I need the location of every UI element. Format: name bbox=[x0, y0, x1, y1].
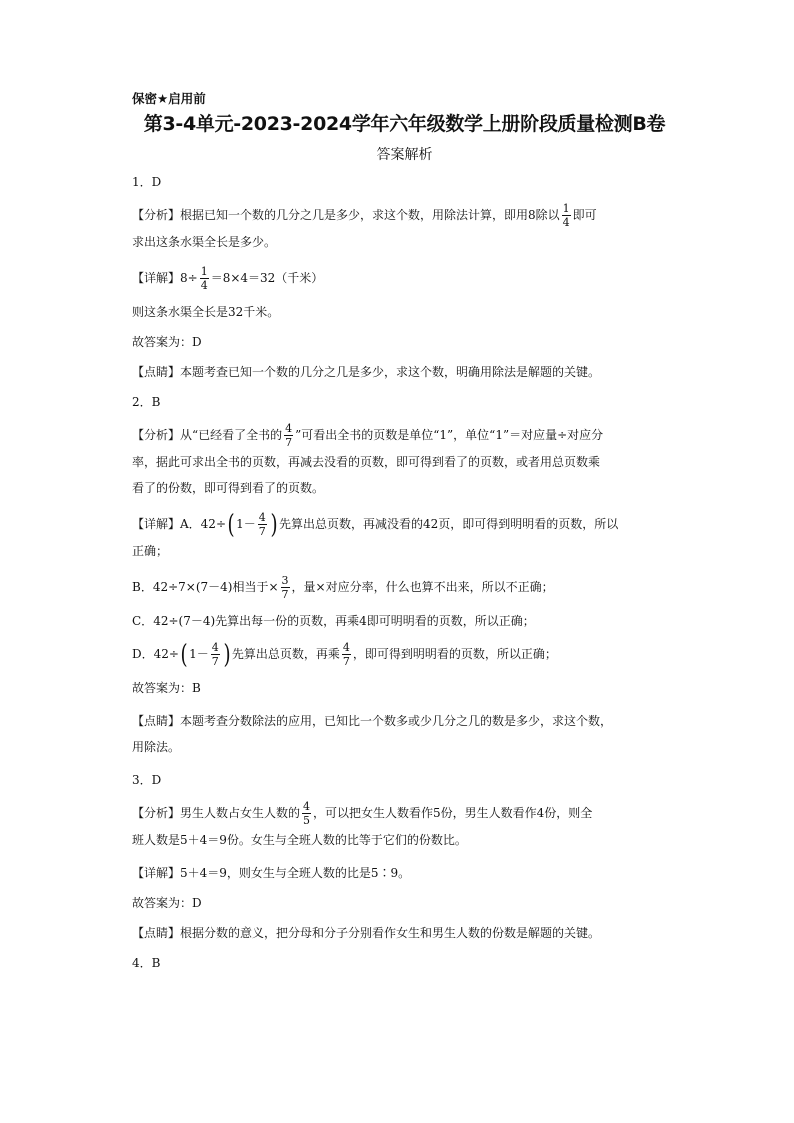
q2-comment-line1: 【点睛】本题考查分数除法的应用，已知比一个数多或少几分之几的数是多少，求这个数， bbox=[132, 714, 613, 728]
q3-analysis-line2: 班人数是5＋4＝9份。女生与全班人数的比等于它们的份数比。 bbox=[132, 833, 467, 847]
q2-d-fraction2-numerator: 4 bbox=[342, 641, 350, 654]
q2-analysis bbox=[132, 422, 677, 501]
q2-d-fraction-numerator: 4 bbox=[211, 641, 219, 654]
q1-detail-fraction-denominator: 4 bbox=[200, 279, 208, 292]
q3-analysis bbox=[132, 800, 677, 853]
confidential-mark: 保密★启用前 bbox=[132, 91, 206, 106]
q2-fraction-numerator: 4 bbox=[285, 422, 293, 435]
q1-detail-end: ＝8×4＝32（千米） bbox=[210, 271, 324, 285]
q1-fraction-numerator: 1 bbox=[562, 202, 570, 215]
q2-comment-line2: 用除法。 bbox=[132, 740, 181, 754]
q2-analysis-line2: 率，据此可求出全书的页数，再减去没看的页数，即可得到看了的页数，或者用总页数乘 bbox=[132, 455, 601, 469]
q2-b-text2: ，量×对应分率，什么也算不出来，所以不正确； bbox=[291, 580, 554, 594]
q1-detail-fraction-numerator: 1 bbox=[200, 265, 208, 278]
q2-d-expr2: 1－ bbox=[189, 647, 209, 661]
q2-b-fraction-numerator: 3 bbox=[281, 574, 289, 587]
q2-d-text2: ，即可得到明明看的页数，所以正确； bbox=[352, 647, 557, 661]
q2-d-fraction2 bbox=[342, 641, 351, 668]
q3-fraction bbox=[302, 800, 311, 827]
q2-c-label: C． bbox=[132, 614, 154, 628]
q2-b-label: B． bbox=[132, 580, 153, 594]
q2-d-fraction-denominator: 7 bbox=[211, 655, 219, 668]
q2-b-fraction bbox=[281, 574, 290, 601]
q3-number: 3．D bbox=[132, 773, 162, 787]
page-subtitle: 答案解析 bbox=[376, 147, 433, 163]
page-title: 第3-4单元-2023-2024学年六年级数学上册阶段质量检测B卷 bbox=[143, 113, 666, 135]
q1-analysis-end: 即可 bbox=[572, 208, 597, 222]
q2-d-text1: 先算出总页数，再乘 bbox=[231, 647, 340, 661]
q1-fraction-denominator: 4 bbox=[562, 216, 570, 229]
q2-detail-a-end: 正确； bbox=[132, 544, 169, 558]
q2-c-expr: 42÷(7－4) bbox=[153, 614, 216, 628]
q1-fraction bbox=[562, 202, 571, 229]
q2-detail-a-fraction bbox=[258, 511, 267, 538]
q2-detail-a-fraction-denominator: 7 bbox=[258, 525, 266, 538]
q2-number: 2．B bbox=[132, 395, 161, 409]
q2-d-fraction2-denominator: 7 bbox=[342, 655, 350, 668]
q2-d-paren-open: ( bbox=[180, 639, 188, 670]
q2-detail-a-label: 【详解】A． bbox=[132, 517, 201, 531]
q4-number: 4．B bbox=[132, 956, 161, 970]
q2-b-fraction-denominator: 7 bbox=[281, 588, 289, 601]
q2-analysis-text2: ”可看出全书的页数是单位“1”，单位“1”＝对应量÷对应分 bbox=[295, 428, 604, 442]
q2-comment bbox=[132, 708, 677, 760]
q2-answer: 故答案为：B bbox=[132, 681, 201, 695]
q3-fraction-denominator: 5 bbox=[303, 814, 311, 827]
q1-answer: 故答案为：D bbox=[132, 335, 202, 349]
q2-d-label: D． bbox=[132, 647, 154, 661]
q2-analysis-text: 【分析】从“已经看了全书的 bbox=[132, 428, 283, 442]
q2-fraction-denominator: 7 bbox=[285, 436, 293, 449]
q1-analysis-text: 【分析】根据已知一个数的几分之几是多少，求这个数，用除法计算，即用8除以 bbox=[132, 208, 560, 222]
q1-analysis bbox=[132, 202, 677, 255]
q2-d-fraction bbox=[211, 641, 220, 668]
q2-analysis-line3: 看了的份数，即可得到看了的页数。 bbox=[132, 481, 325, 495]
q2-detail-a-expr: 42÷ bbox=[200, 517, 226, 531]
q1-comment: 【点睛】本题考查已知一个数的几分之几是多少，求这个数，明确用除法是解题的关键。 bbox=[132, 365, 601, 379]
q2-b-text1: 相当于× bbox=[232, 580, 279, 594]
q2-paren-open: ( bbox=[227, 509, 235, 540]
q1-detail bbox=[132, 265, 677, 292]
q2-d-expr: 42÷ bbox=[153, 647, 179, 661]
q2-detail-b bbox=[132, 574, 677, 601]
q3-detail: 【详解】5＋4＝9，则女生与全班人数的比是5∶9。 bbox=[132, 866, 411, 880]
q2-c-text: 先算出每一份的页数，再乘4即可明明看的页数，所以正确； bbox=[215, 614, 535, 628]
q3-analysis-text2: ，可以把女生人数看作5份，男生人数看作4份，则全 bbox=[313, 806, 593, 820]
q2-detail-d bbox=[132, 641, 677, 668]
q2-d-paren-close: ) bbox=[223, 639, 231, 670]
q1-number: 1．D bbox=[132, 175, 162, 189]
q2-detail-a-text: 先算出总页数，再减没看的42页，即可得到明明看的页数，所以 bbox=[278, 517, 619, 531]
q1-detail-fraction bbox=[200, 265, 209, 292]
q2-detail-a-fraction-numerator: 4 bbox=[258, 511, 266, 524]
q2-fraction-4-7 bbox=[284, 422, 293, 449]
q2-paren-close: ) bbox=[270, 509, 278, 540]
q2-detail-a-expr2: 1－ bbox=[236, 517, 256, 531]
q2-b-expr: 42÷7×(7－4) bbox=[152, 580, 233, 594]
q3-analysis-text: 【分析】男生人数占女生人数的 bbox=[132, 806, 301, 820]
q3-comment: 【点睛】根据分数的意义，把分母和分子分别看作女生和男生人数的份数是解题的关键。 bbox=[132, 926, 601, 940]
page-content bbox=[132, 90, 677, 973]
q2-detail-a bbox=[132, 511, 677, 564]
q1-result: 则这条水渠全长是32千米。 bbox=[132, 305, 280, 319]
q1-detail-start: 【详解】8÷ bbox=[132, 271, 198, 285]
q2-detail-c bbox=[132, 611, 677, 631]
q3-answer: 故答案为：D bbox=[132, 896, 202, 910]
q3-fraction-numerator: 4 bbox=[303, 800, 311, 813]
q1-analysis-line2: 求出这条水渠全长是多少。 bbox=[132, 235, 277, 249]
